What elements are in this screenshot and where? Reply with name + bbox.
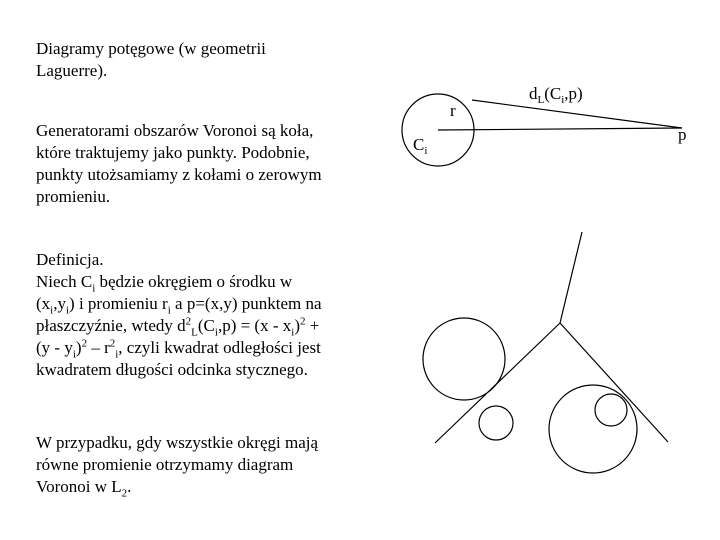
conclusion-line-2: równe promienie otrzymamy diagram — [36, 455, 294, 474]
tangent-segment — [472, 100, 682, 128]
generators-line-4: promieniu. — [36, 187, 111, 206]
generators-line-1: Generatorami obszarów Voronoi są koła, — [36, 121, 314, 140]
label-dl-ci-p: $d_L(C_i,p)$ — [529, 84, 583, 106]
definition-line-2: $(x_i,y_i)$ i promieniu $r_i$ a p=(x,y) punktem na — [36, 294, 322, 317]
definition-line-4: $(y - y_i)^2 - r^2_i$, czyli kwadrat odległości jest — [36, 337, 321, 361]
definition-heading: Definicja. — [36, 250, 104, 269]
title-line-1: Diagramy potęgowe (w geometrii — [36, 39, 266, 58]
voronoi-edge-right — [560, 323, 668, 442]
voronoi-power-diagram — [423, 232, 668, 473]
title-line-2: Laguerre). — [36, 61, 108, 80]
distance-segment — [438, 128, 682, 130]
voronoi-edge-top — [560, 232, 582, 323]
conclusion-line-3: Voronoi w $L_2$. — [36, 477, 132, 500]
tangent-illustration — [402, 84, 687, 166]
generator-circle-4 — [595, 394, 627, 426]
generators-line-3: punkty utożsamiamy z kołami o zerowym — [36, 165, 322, 184]
conclusion-line-1: W przypadku, gdy wszystkie okręgi mają — [36, 433, 319, 452]
definition-line-3: płaszczyźnie, wtedy $d^2_L(C_i,p) = (x - x_i)^2$ + — [36, 315, 320, 339]
generator-circle-2 — [479, 406, 513, 440]
definition-line-1: Niech $C_i$ będzie okręgiem o środku w — [36, 272, 293, 295]
label-p: p — [678, 125, 687, 144]
generator-circle-3 — [549, 385, 637, 473]
generator-circle-1 — [423, 318, 505, 400]
definition-line-5: kwadratem długości odcinka stycznego. — [36, 360, 308, 379]
label-ci: $C_i$ — [413, 135, 428, 157]
generators-line-2: które traktujemy jako punkty. Podobnie, — [36, 143, 310, 162]
label-r: r — [450, 101, 456, 120]
